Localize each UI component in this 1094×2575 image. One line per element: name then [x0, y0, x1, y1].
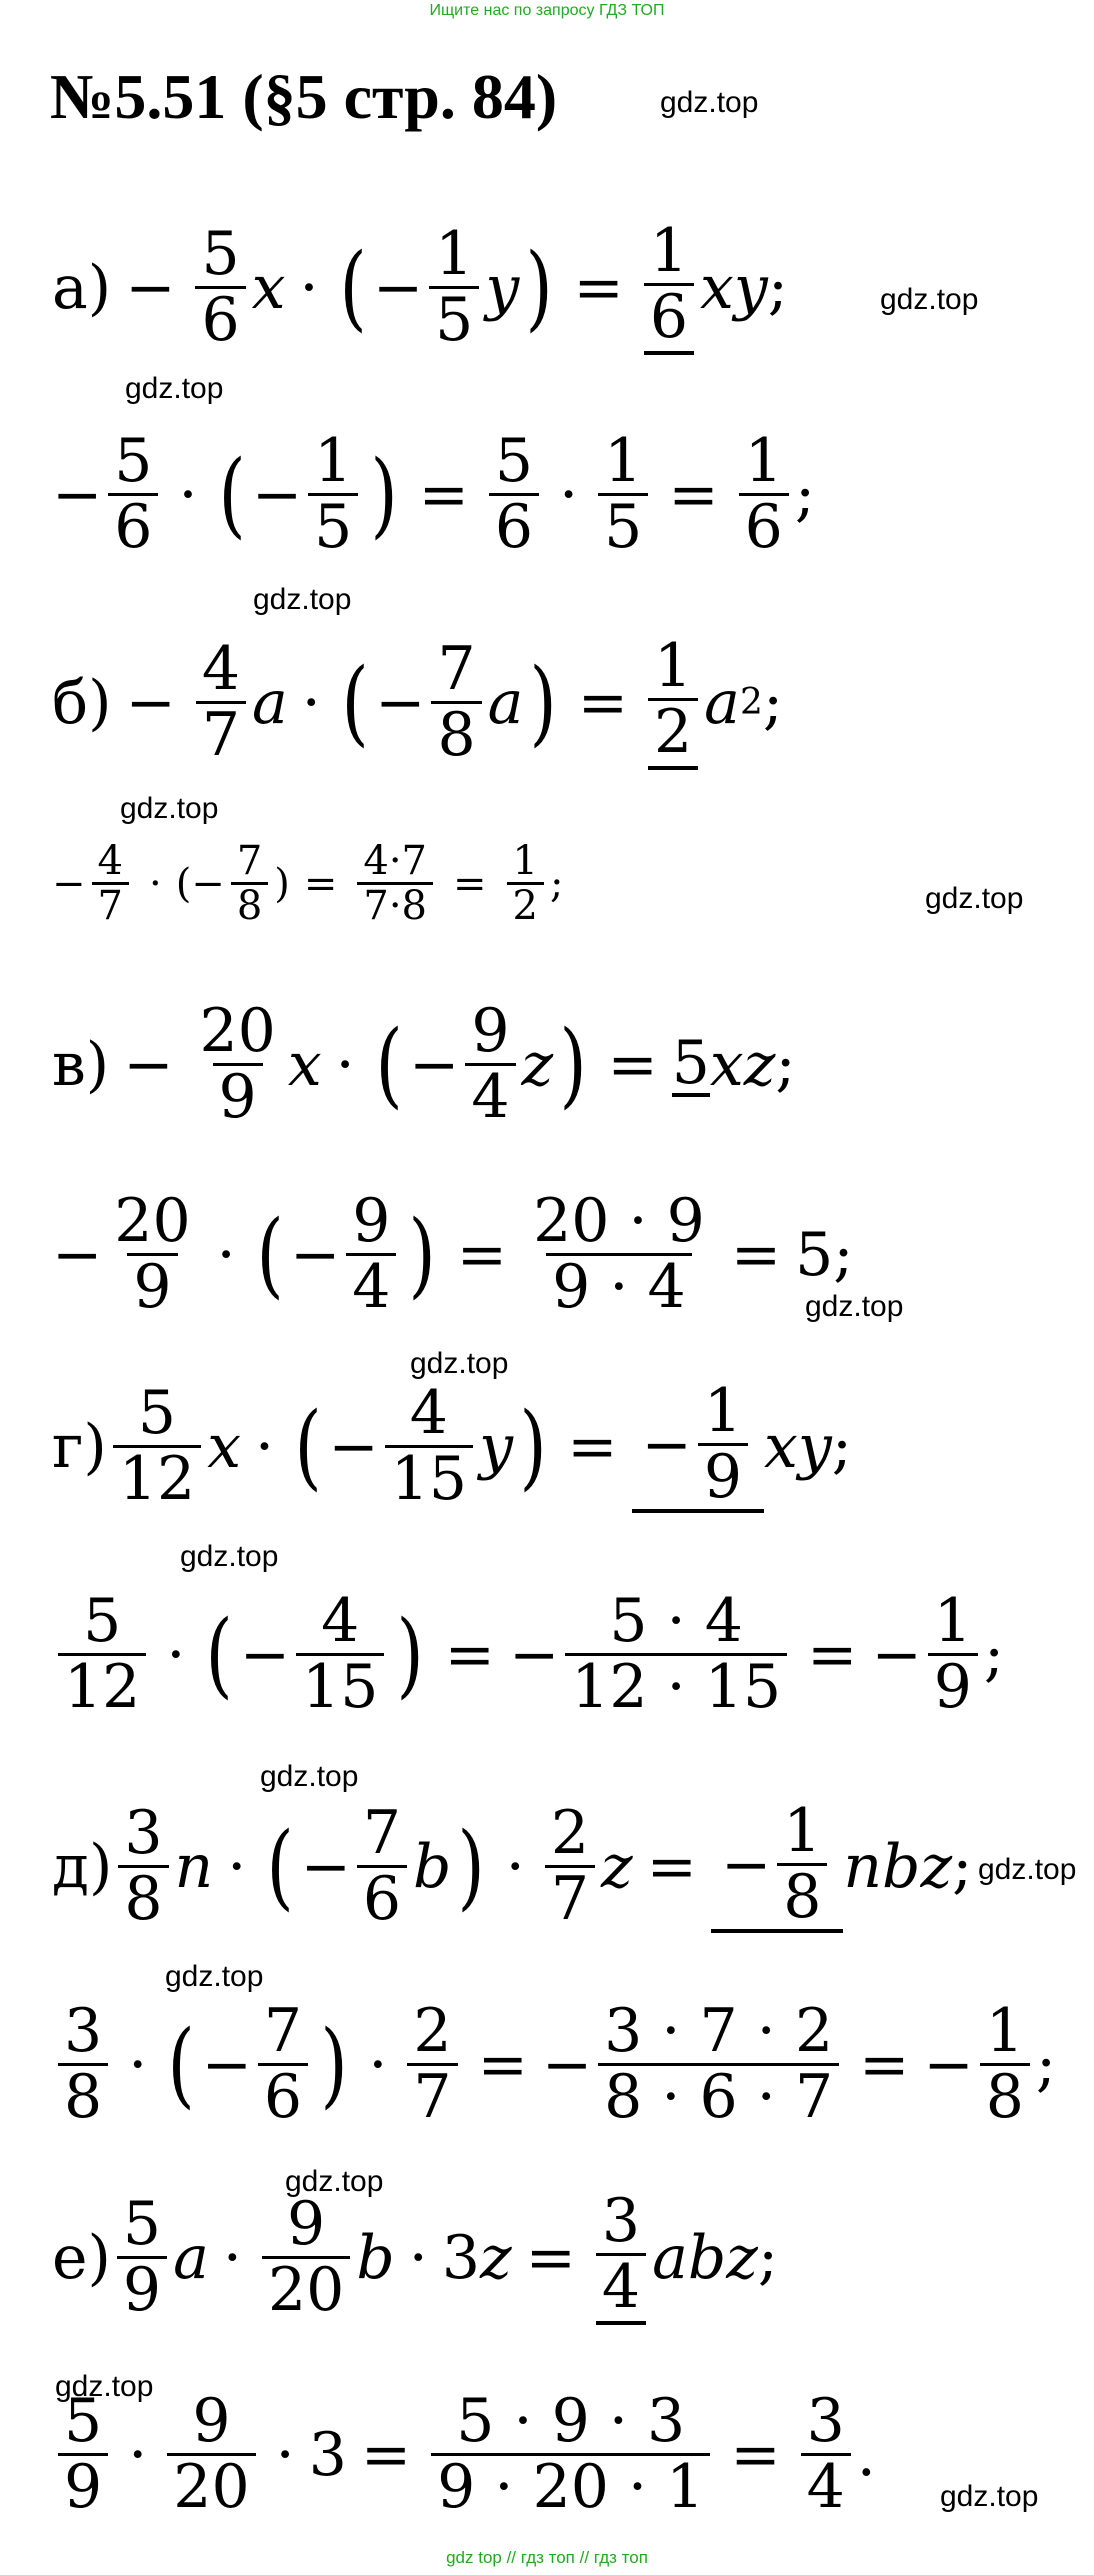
solution-v: − $\frac{20}{9}$ · ( − $\frac{9}{4}$ ) = $\frac{20 \cdot 9}{9 \cdot 4}$ = 5; — [52, 1186, 854, 1322]
watermark: gdz.top — [410, 1347, 509, 1380]
equation-b: б) − $\frac{4}{7}$ a · ( − $\frac{7}{8}$ a ) = $\frac{1}{2}$ a 2 ; — [52, 631, 784, 770]
equation-g: г) $\frac{5}{12}$ x · ( − $\frac{4}{15}$ y ) = − $\frac{1}{9}$ xy ; — [52, 1376, 852, 1514]
watermark: gdz.top — [978, 1853, 1077, 1886]
watermark: gdz.top — [925, 882, 1024, 915]
watermark: gdz.top — [180, 1540, 279, 1573]
solution-g: $\frac{5}{12}$ · ( − $\frac{4}{15}$ ) = − $\frac{5 \cdot 4}{12 \cdot 15}$ = − $\frac{1}{9}$ ; — [52, 1590, 1004, 1719]
label-e: е) — [52, 2222, 111, 2293]
label-b: б) — [52, 667, 112, 738]
top-banner[interactable]: Ищите нас по запросу ГДЗ ТОП — [429, 2, 665, 19]
equation-e: е) $\frac{5}{9}$ a · $\frac{9}{20}$ b · 3 z = $\frac{3}{4}$ abz ; — [52, 2186, 779, 2325]
page-title: №5.51 (§5 стр. 84) — [50, 61, 558, 132]
watermark: gdz.top — [285, 2165, 384, 2198]
solution-b: − $\frac{4}{7}$ · (− $\frac{7}{8}$ ) = $\frac{4\cdot 7}{7\cdot 8}$ = $\frac{1}{2}$ ; — [52, 838, 564, 929]
watermark: gdz.top — [260, 1760, 359, 1793]
equation-a: а) − $\frac{5}{6}$ x · ( − $\frac{1}{5}$ y ) = $\frac{1}{6}$ xy ; — [52, 216, 788, 355]
solution-e: $\frac{5}{9}$ · $\frac{9}{20}$ · 3 = $\frac{5 \cdot 9 \cdot 3}{9 \cdot 20 \cdot 1}$ = $\frac{3}{4}$ . — [52, 2390, 876, 2519]
watermark: gdz.top — [125, 372, 224, 405]
solution-a: − $\frac{5}{6}$ · ( − $\frac{1}{5}$ ) = $\frac{5}{6}$ · $\frac{1}{5}$ = $\frac{1}{6}$ ; — [52, 426, 816, 562]
label-d: д) — [52, 1831, 113, 1902]
label-a: а) — [52, 252, 112, 323]
label-g: г) — [52, 1411, 107, 1482]
solution-d: $\frac{3}{8}$ · ( − $\frac{7}{6}$ ) · $\frac{2}{7}$ = − $\frac{3 \cdot 7 \cdot 2}{8 \cdot 6 \cdot 7}$ = − $\frac{1}{8}$ ; — [52, 2000, 1056, 2129]
watermark: gdz.top — [660, 86, 759, 119]
watermark: gdz.top — [253, 583, 352, 616]
equation-d: д) $\frac{3}{8}$ n · ( − $\frac{7}{6}$ b ) · $\frac{2}{7}$ z = − $\frac{1}{8}$ nbz ; — [52, 1796, 973, 1934]
watermark: gdz.top — [940, 2480, 1039, 2513]
watermark: gdz.top — [55, 2370, 154, 2403]
footer-links[interactable]: gdz top // гдз топ // гдз топ — [446, 2548, 648, 2567]
watermark: gdz.top — [805, 1290, 904, 1323]
watermark: gdz.top — [120, 792, 219, 825]
watermark: gdz.top — [880, 283, 979, 316]
label-v: в) — [52, 1029, 110, 1100]
equation-v: в) − $\frac{20}{9}$ x · ( − $\frac{9}{4}$ z ) = 5 xz ; — [52, 996, 796, 1132]
watermark: gdz.top — [165, 1960, 264, 1993]
